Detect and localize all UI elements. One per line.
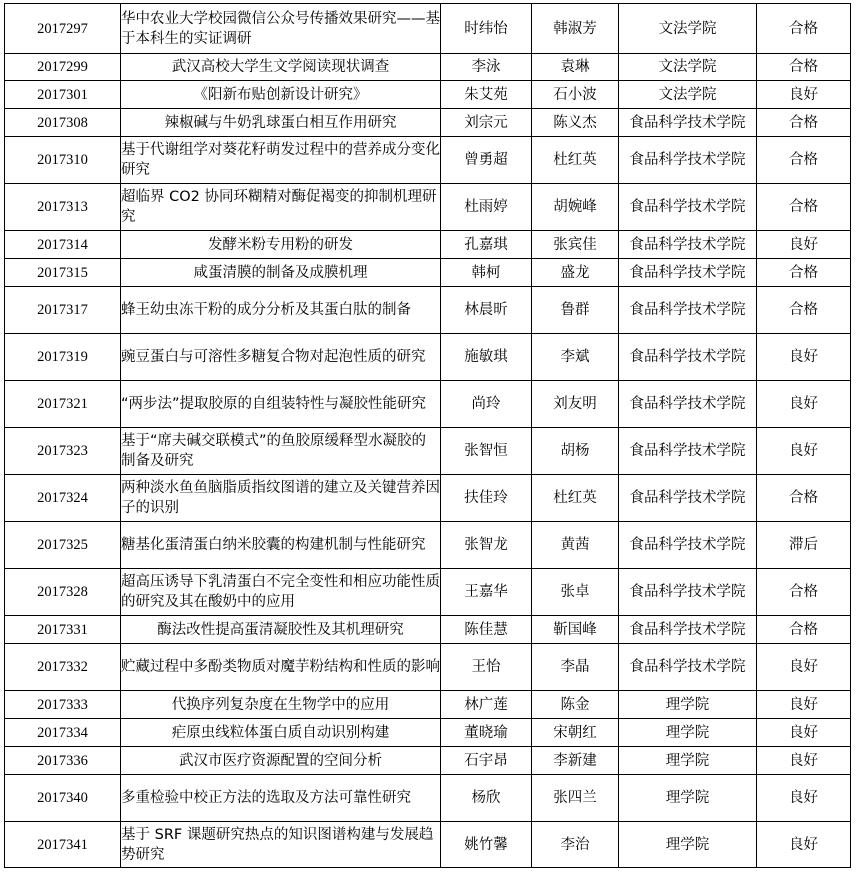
table-row xyxy=(5,54,851,81)
project-results-table xyxy=(4,3,851,868)
table-row xyxy=(5,719,851,747)
college-cell: 理学院 xyxy=(619,747,757,775)
project-title: 疟原虫线粒体蛋白质自动识别构建 xyxy=(171,724,390,741)
project-id-cell: 2017319 xyxy=(5,334,121,381)
table-row xyxy=(5,428,851,475)
table-row xyxy=(5,4,851,54)
table-row xyxy=(5,137,851,184)
project-id-cell: 2017301 xyxy=(5,81,121,109)
table-row xyxy=(5,616,851,644)
advisor-name-cell: 袁琳 xyxy=(532,54,619,81)
table-row xyxy=(5,287,851,334)
advisor-name-cell: 杜红英 xyxy=(532,137,619,184)
student-name-cell: 张智龙 xyxy=(441,522,532,569)
project-title-cell xyxy=(121,428,441,475)
project-title: 基于 SRF 课题研究热点的知识图谱构建与发展趋势研究 xyxy=(121,826,434,863)
advisor-name-cell: 胡杨 xyxy=(532,428,619,475)
table-row xyxy=(5,475,851,522)
table-row xyxy=(5,822,851,868)
result-cell: 合格 xyxy=(757,475,851,522)
project-title: 豌豆蛋白与可溶性多糖复合物对起泡性质的研究 xyxy=(121,349,426,365)
student-name-cell: 董晓瑜 xyxy=(441,719,532,747)
project-id-cell: 2017297 xyxy=(5,4,121,54)
table-row xyxy=(5,259,851,287)
table-row xyxy=(5,381,851,428)
college-cell: 文法学院 xyxy=(619,4,757,54)
student-name-cell: 时纬怡 xyxy=(441,4,532,54)
advisor-name-cell: 李晶 xyxy=(532,644,619,691)
college-cell: 文法学院 xyxy=(619,54,757,81)
student-name-cell: 姚竹馨 xyxy=(441,822,532,868)
project-id-cell: 2017340 xyxy=(5,775,121,822)
project-title: 两种淡水鱼鱼脑脂质指纹图谱的建立及关键营养因子的识别 xyxy=(121,480,440,516)
project-title-cell xyxy=(121,644,441,691)
table-row xyxy=(5,231,851,259)
project-id-cell: 2017328 xyxy=(5,569,121,616)
project-title: 酶法改性提高蛋清凝胶性及其机理研究 xyxy=(157,621,404,638)
project-title-cell xyxy=(121,287,441,334)
project-id-cell: 2017315 xyxy=(5,259,121,287)
project-title: 发酵米粉专用粉的研发 xyxy=(208,236,353,253)
project-title-cell xyxy=(121,522,441,569)
project-id-cell: 2017310 xyxy=(5,137,121,184)
project-id-cell: 2017333 xyxy=(5,691,121,719)
result-cell: 良好 xyxy=(757,822,851,868)
result-cell: 良好 xyxy=(757,428,851,475)
result-cell: 滞后 xyxy=(757,522,851,569)
college-cell: 食品科学技术学院 xyxy=(619,569,757,616)
college-cell: 理学院 xyxy=(619,691,757,719)
result-cell: 良好 xyxy=(757,231,851,259)
college-cell: 食品科学技术学院 xyxy=(619,137,757,184)
project-title: 武汉高校大学生文学阅读现状调查 xyxy=(171,59,390,75)
project-title-cell xyxy=(121,109,441,137)
student-name-cell: 孔嘉琪 xyxy=(441,231,532,259)
student-name-cell: 杨欣 xyxy=(441,775,532,822)
advisor-name-cell: 盛龙 xyxy=(532,259,619,287)
advisor-name-cell: 韩淑芳 xyxy=(532,4,619,54)
advisor-name-cell: 陈义杰 xyxy=(532,109,619,137)
advisor-name-cell: 胡婉峰 xyxy=(532,184,619,231)
student-name-cell: 刘宗元 xyxy=(441,109,532,137)
table-row xyxy=(5,109,851,137)
college-cell: 食品科学技术学院 xyxy=(619,616,757,644)
college-cell: 理学院 xyxy=(619,719,757,747)
project-title: 辣椒碱与牛奶乳球蛋白相互作用研究 xyxy=(164,114,397,131)
result-cell: 良好 xyxy=(757,691,851,719)
advisor-name-cell: 石小波 xyxy=(532,81,619,109)
table-row xyxy=(5,747,851,775)
project-title: 基于代谢组学对葵花籽萌发过程中的营养成分变化研究 xyxy=(121,142,440,178)
college-cell: 文法学院 xyxy=(619,81,757,109)
result-cell: 合格 xyxy=(757,184,851,231)
project-title-cell xyxy=(121,822,441,868)
project-title-cell xyxy=(121,259,441,287)
result-cell: 良好 xyxy=(757,381,851,428)
project-title: 代换序列复杂度在生物学中的应用 xyxy=(171,696,390,713)
project-title-cell xyxy=(121,381,441,428)
college-cell: 理学院 xyxy=(619,775,757,822)
project-id-cell: 2017331 xyxy=(5,616,121,644)
project-title: 超高压诱导下乳清蛋白不完全变性和相应功能性质的研究及其在酸奶中的应用 xyxy=(121,574,440,610)
project-title-cell xyxy=(121,691,441,719)
project-title: 糖基化蛋清蛋白纳米胶囊的构建机制与性能研究 xyxy=(121,537,426,553)
project-id-cell: 2017323 xyxy=(5,428,121,475)
student-name-cell: 王嘉华 xyxy=(441,569,532,616)
student-name-cell: 林广莲 xyxy=(441,691,532,719)
table-body xyxy=(5,4,851,868)
table-row xyxy=(5,775,851,822)
project-title: 贮藏过程中多酚类物质对魔芋粉结构和性质的影响 xyxy=(121,659,440,675)
project-title-cell xyxy=(121,569,441,616)
student-name-cell: 朱艾苑 xyxy=(441,81,532,109)
advisor-name-cell: 张卓 xyxy=(532,569,619,616)
project-id-cell: 2017317 xyxy=(5,287,121,334)
project-title-cell xyxy=(121,719,441,747)
project-id-cell: 2017314 xyxy=(5,231,121,259)
advisor-name-cell: 李治 xyxy=(532,822,619,868)
advisor-name-cell: 宋朝红 xyxy=(532,719,619,747)
student-name-cell: 林晨昕 xyxy=(441,287,532,334)
student-name-cell: 曾勇超 xyxy=(441,137,532,184)
project-title: 咸蛋清膜的制备及成膜机理 xyxy=(193,264,368,281)
advisor-name-cell: 张四兰 xyxy=(532,775,619,822)
student-name-cell: 张智恒 xyxy=(441,428,532,475)
project-title: 多重检验中校正方法的选取及方法可靠性研究 xyxy=(121,790,411,806)
project-title-cell xyxy=(121,4,441,54)
result-cell: 合格 xyxy=(757,616,851,644)
advisor-name-cell: 杜红英 xyxy=(532,475,619,522)
result-cell: 合格 xyxy=(757,54,851,81)
advisor-name-cell: 李新建 xyxy=(532,747,619,775)
college-cell: 食品科学技术学院 xyxy=(619,381,757,428)
project-title: 超临界 CO2 协同环糊精对酶促褐变的抑制机理研究 xyxy=(121,189,437,225)
student-name-cell: 尚玲 xyxy=(441,381,532,428)
project-title-cell xyxy=(121,775,441,822)
project-title: 《阳新布贴创新设计研究》 xyxy=(193,86,368,103)
student-name-cell: 王怡 xyxy=(441,644,532,691)
advisor-name-cell: 刘友明 xyxy=(532,381,619,428)
student-name-cell: 韩柯 xyxy=(441,259,532,287)
project-id-cell: 2017324 xyxy=(5,475,121,522)
project-id-cell: 2017336 xyxy=(5,747,121,775)
project-title-cell xyxy=(121,231,441,259)
student-name-cell: 李泳 xyxy=(441,54,532,81)
table-row xyxy=(5,184,851,231)
project-title-cell xyxy=(121,81,441,109)
college-cell: 食品科学技术学院 xyxy=(619,231,757,259)
result-cell: 良好 xyxy=(757,334,851,381)
college-cell: 食品科学技术学院 xyxy=(619,287,757,334)
college-cell: 食品科学技术学院 xyxy=(619,644,757,691)
student-name-cell: 施敏琪 xyxy=(441,334,532,381)
result-cell: 合格 xyxy=(757,287,851,334)
project-title-cell xyxy=(121,184,441,231)
table-row xyxy=(5,81,851,109)
advisor-name-cell: 黄茜 xyxy=(532,522,619,569)
table-row xyxy=(5,334,851,381)
result-cell: 良好 xyxy=(757,81,851,109)
advisor-name-cell: 陈金 xyxy=(532,691,619,719)
project-title-cell xyxy=(121,747,441,775)
result-cell: 合格 xyxy=(757,259,851,287)
advisor-name-cell: 张宾佳 xyxy=(532,231,619,259)
project-id-cell: 2017325 xyxy=(5,522,121,569)
result-cell: 良好 xyxy=(757,719,851,747)
project-title: 蜂王幼虫冻干粉的成分分析及其蛋白肽的制备 xyxy=(121,302,411,318)
college-cell: 食品科学技术学院 xyxy=(619,428,757,475)
result-cell: 合格 xyxy=(757,109,851,137)
table-row xyxy=(5,691,851,719)
project-title-cell xyxy=(121,334,441,381)
project-id-cell: 2017341 xyxy=(5,822,121,868)
college-cell: 食品科学技术学院 xyxy=(619,334,757,381)
table-row xyxy=(5,569,851,616)
project-id-cell: 2017332 xyxy=(5,644,121,691)
college-cell: 食品科学技术学院 xyxy=(619,475,757,522)
college-cell: 食品科学技术学院 xyxy=(619,522,757,569)
advisor-name-cell: 鲁群 xyxy=(532,287,619,334)
result-cell: 合格 xyxy=(757,4,851,54)
result-cell: 良好 xyxy=(757,644,851,691)
project-title: 华中农业大学校园微信公众号传播效果研究——基于本科生的实证调研 xyxy=(121,10,440,47)
college-cell: 食品科学技术学院 xyxy=(619,109,757,137)
project-title: 基于“席夫碱交联模式”的鱼胶原缓释型水凝胶的制备及研究 xyxy=(121,433,427,469)
result-cell: 良好 xyxy=(757,747,851,775)
project-title-cell xyxy=(121,137,441,184)
project-title-cell xyxy=(121,54,441,81)
table-row xyxy=(5,522,851,569)
project-title: “两步法”提取胶原的自组装特性与凝胶性能研究 xyxy=(121,396,427,412)
project-id-cell: 2017334 xyxy=(5,719,121,747)
project-title: 武汉市医疗资源配置的空间分析 xyxy=(179,752,382,769)
result-cell: 合格 xyxy=(757,137,851,184)
result-cell: 良好 xyxy=(757,775,851,822)
project-title-cell xyxy=(121,616,441,644)
college-cell: 食品科学技术学院 xyxy=(619,184,757,231)
project-id-cell: 2017313 xyxy=(5,184,121,231)
student-name-cell: 扶佳玲 xyxy=(441,475,532,522)
advisor-name-cell: 靳国峰 xyxy=(532,616,619,644)
advisor-name-cell: 李斌 xyxy=(532,334,619,381)
project-id-cell: 2017321 xyxy=(5,381,121,428)
college-cell: 食品科学技术学院 xyxy=(619,259,757,287)
table-row xyxy=(5,644,851,691)
student-name-cell: 石宇昂 xyxy=(441,747,532,775)
student-name-cell: 陈佳慧 xyxy=(441,616,532,644)
project-id-cell: 2017299 xyxy=(5,54,121,81)
student-name-cell: 杜雨婷 xyxy=(441,184,532,231)
result-cell: 合格 xyxy=(757,569,851,616)
project-title-cell xyxy=(121,475,441,522)
project-id-cell: 2017308 xyxy=(5,109,121,137)
college-cell: 理学院 xyxy=(619,822,757,868)
